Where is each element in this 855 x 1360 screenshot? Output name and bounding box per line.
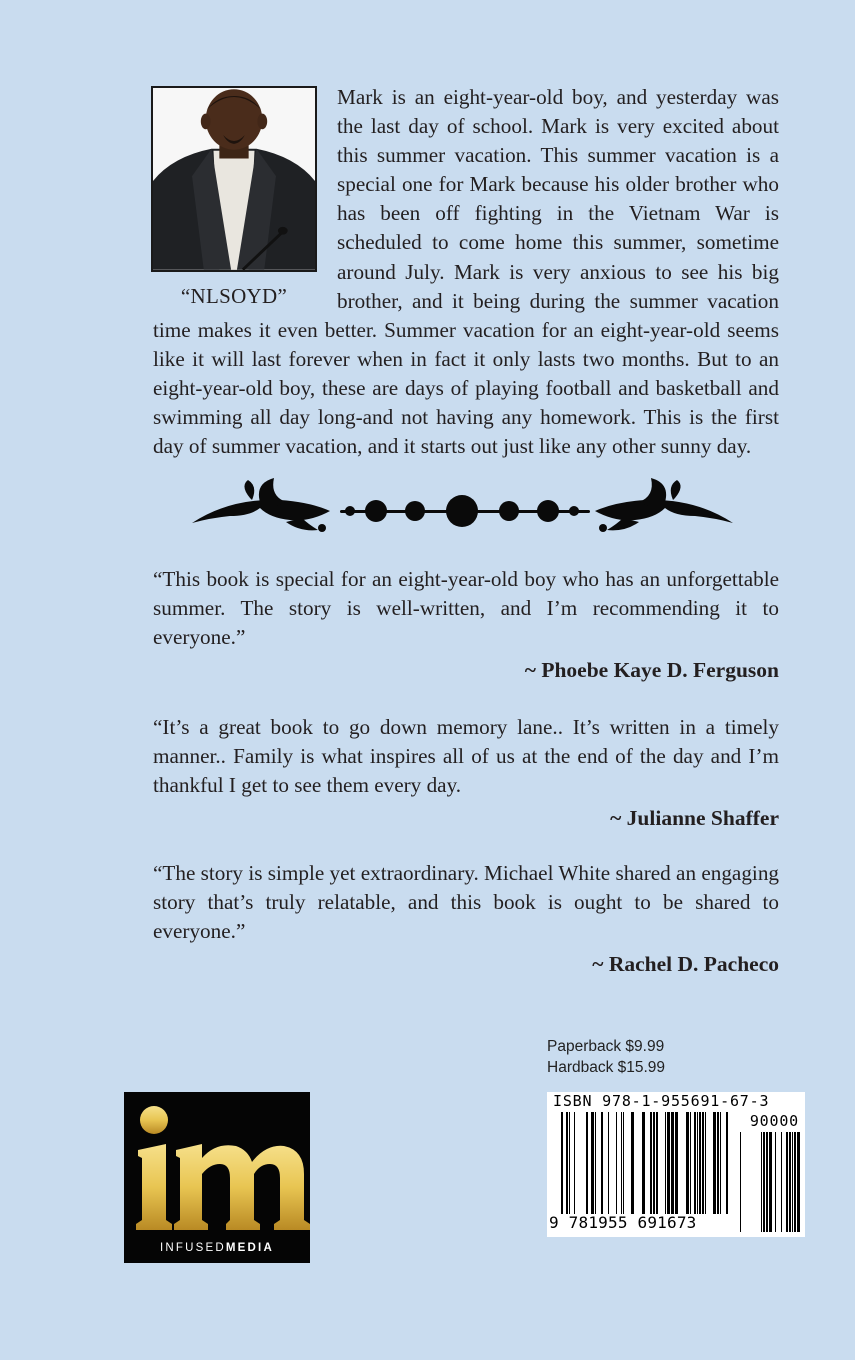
- barcode-bar: [675, 1112, 678, 1214]
- photo-wrap-spacer: [153, 83, 337, 315]
- barcode-bar: [717, 1112, 719, 1214]
- barcode-bar: [650, 1112, 652, 1214]
- barcode-bar: [794, 1132, 796, 1232]
- barcode-bar: [586, 1112, 588, 1214]
- barcode-bar: [608, 1112, 609, 1214]
- isbn-text: ISBN 978-1-955691-67-3: [553, 1092, 770, 1110]
- barcode-bar: [713, 1112, 716, 1214]
- barcode-bar: [574, 1112, 575, 1214]
- barcode-bar: [726, 1112, 728, 1214]
- barcode-bar: [740, 1132, 741, 1232]
- isbn-barcode: [547, 1092, 805, 1237]
- barcode-bar: [720, 1112, 721, 1214]
- barcode-bar: [621, 1112, 622, 1214]
- barcode-bar: [775, 1132, 776, 1232]
- review-quote: “It’s a great book to go down memory lane.. It’s written in a timely manner.. Family is what inspires all of us at the end of the day and I’m thankful I get to see them every day.: [153, 715, 779, 798]
- barcode-bar: [665, 1112, 666, 1214]
- barcode-bar: [623, 1112, 624, 1214]
- barcode-bar: [591, 1112, 594, 1214]
- hardback-price: Hardback $15.99: [547, 1059, 666, 1076]
- barcode-bar: [697, 1112, 698, 1214]
- barcode-bar: [686, 1112, 689, 1214]
- publisher-name: INFUSEDMEDIA: [160, 1242, 274, 1254]
- review-quote: “This book is special for an eight-year-old boy who has an unforgettable summer. The story is well-written, and I’m recommending it to everyone.”: [153, 567, 779, 650]
- publisher-logo: [124, 1092, 310, 1263]
- barcode-bar: [616, 1112, 617, 1214]
- barcode-bar: [671, 1112, 674, 1214]
- ean-number: 9 781955 691673: [549, 1213, 697, 1232]
- barcode-bar: [781, 1132, 782, 1232]
- barcode-bar: [705, 1112, 706, 1214]
- review-quote: “The story is simple yet extraordinary. Michael White shared an engaging story that’s truly relatable, and this book is ought to be shared to everyone.”: [153, 861, 780, 944]
- barcode-bar: [561, 1112, 563, 1214]
- review-3: [153, 859, 779, 977]
- review-2: [153, 713, 779, 831]
- barcode-bar: [766, 1132, 768, 1232]
- barcode-bar: [761, 1132, 762, 1232]
- review-1: [153, 565, 779, 683]
- price-list: [547, 1036, 665, 1078]
- barcode-bar: [786, 1132, 788, 1232]
- barcode-bar: [631, 1112, 634, 1214]
- barcode-bar: [653, 1112, 655, 1214]
- paperback-price: Paperback $9.99: [547, 1038, 665, 1055]
- infused-media-logo-icon: [124, 1092, 310, 1263]
- barcode-bar: [595, 1112, 596, 1214]
- barcode-bar: [694, 1112, 696, 1214]
- book-blurb: [153, 83, 779, 461]
- barcode-bar: [656, 1112, 658, 1214]
- price-addon-number: 90000: [749, 1112, 799, 1130]
- author-caption: “NLSOYD”: [180, 284, 288, 308]
- barcode-bar: [763, 1132, 765, 1232]
- barcode-bar: [690, 1112, 691, 1214]
- flourish-divider-icon: [190, 478, 735, 538]
- review-author: ~ Julianne Shaffer: [610, 806, 779, 831]
- barcode-bar: [769, 1132, 772, 1232]
- barcode-bar: [642, 1112, 645, 1214]
- barcode-bar: [702, 1112, 704, 1214]
- review-author: ~ Rachel D. Pacheco: [592, 952, 779, 977]
- barcode-bar: [792, 1132, 793, 1232]
- blurb-text: Mark is an eight-year-old boy, and yesterday was the last day of school. Mark is very excited about this summer vacation. This summer vacation is a special one for Mark because his older brother who has been off fighting in the Vietnam War is scheduled to come home this summer, sometime around July. Mark is very anxious to see his big brother, and it being during the summer vacation time makes it even better. Summer vacation for an eight-year-old seems like it will last forever when in fact it only lasts two months. But to an eight-year-old boy, these are days of playing football and basketball and swimming all day long-and not having any homework. This is the first day of summer vacation, and it starts out just like any other sunny day.: [153, 85, 779, 459]
- barcode-bar: [601, 1112, 603, 1214]
- review-author: ~ Phoebe Kaye D. Ferguson: [524, 658, 779, 683]
- barcode-bar: [667, 1112, 670, 1214]
- barcode-bar: [699, 1112, 701, 1214]
- barcode-bar: [797, 1132, 800, 1232]
- barcode-bar: [566, 1112, 568, 1214]
- barcode-bar: [569, 1112, 570, 1214]
- barcode-bar: [789, 1132, 791, 1232]
